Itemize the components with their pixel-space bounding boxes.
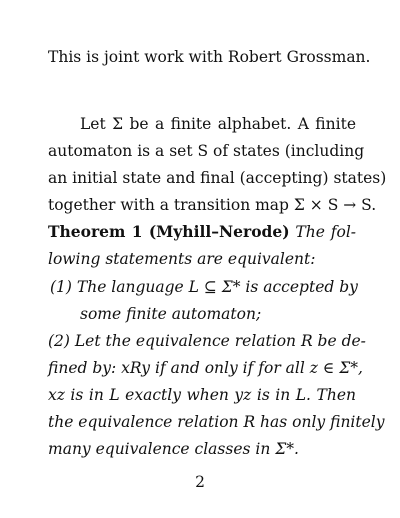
paragraph-line-3: an initial state and final (accepting) states): [48, 169, 387, 187]
item2-line-3: xz is in L exactly when yz is in L. Then: [48, 386, 356, 404]
theorem-line-2: lowing statements are equivalent:: [48, 250, 316, 268]
item1-line-1: (1) The language L ⊆ Σ* is accepted by: [50, 278, 358, 296]
item2-line-4: the equivalence relation R has only finitely: [48, 413, 385, 431]
theorem-heading-line: [48, 222, 356, 242]
theorem-label: Theorem 1 (Myhill–Nerode): [48, 222, 290, 241]
paragraph-line-2: automaton is a set S of states (including: [48, 142, 365, 160]
paragraph-line-4: together with a transition map Σ × S → S.: [48, 196, 377, 214]
item1-line-2: some finite automaton;: [80, 305, 262, 323]
item2-line-2: fined by: xRy if and only if for all z ∈ Σ*,: [48, 359, 363, 377]
page-number: 2: [195, 473, 205, 491]
item2-line-5: many equivalence classes in Σ*.: [48, 440, 299, 458]
item2-line-1: (2) Let the equivalence relation R be de-: [48, 332, 366, 350]
theorem-lead: The fol-: [295, 223, 357, 241]
intro-line: This is joint work with Robert Grossman.: [48, 48, 371, 66]
paragraph-line-1: Let Σ be a finite alphabet. A finite: [80, 115, 356, 133]
